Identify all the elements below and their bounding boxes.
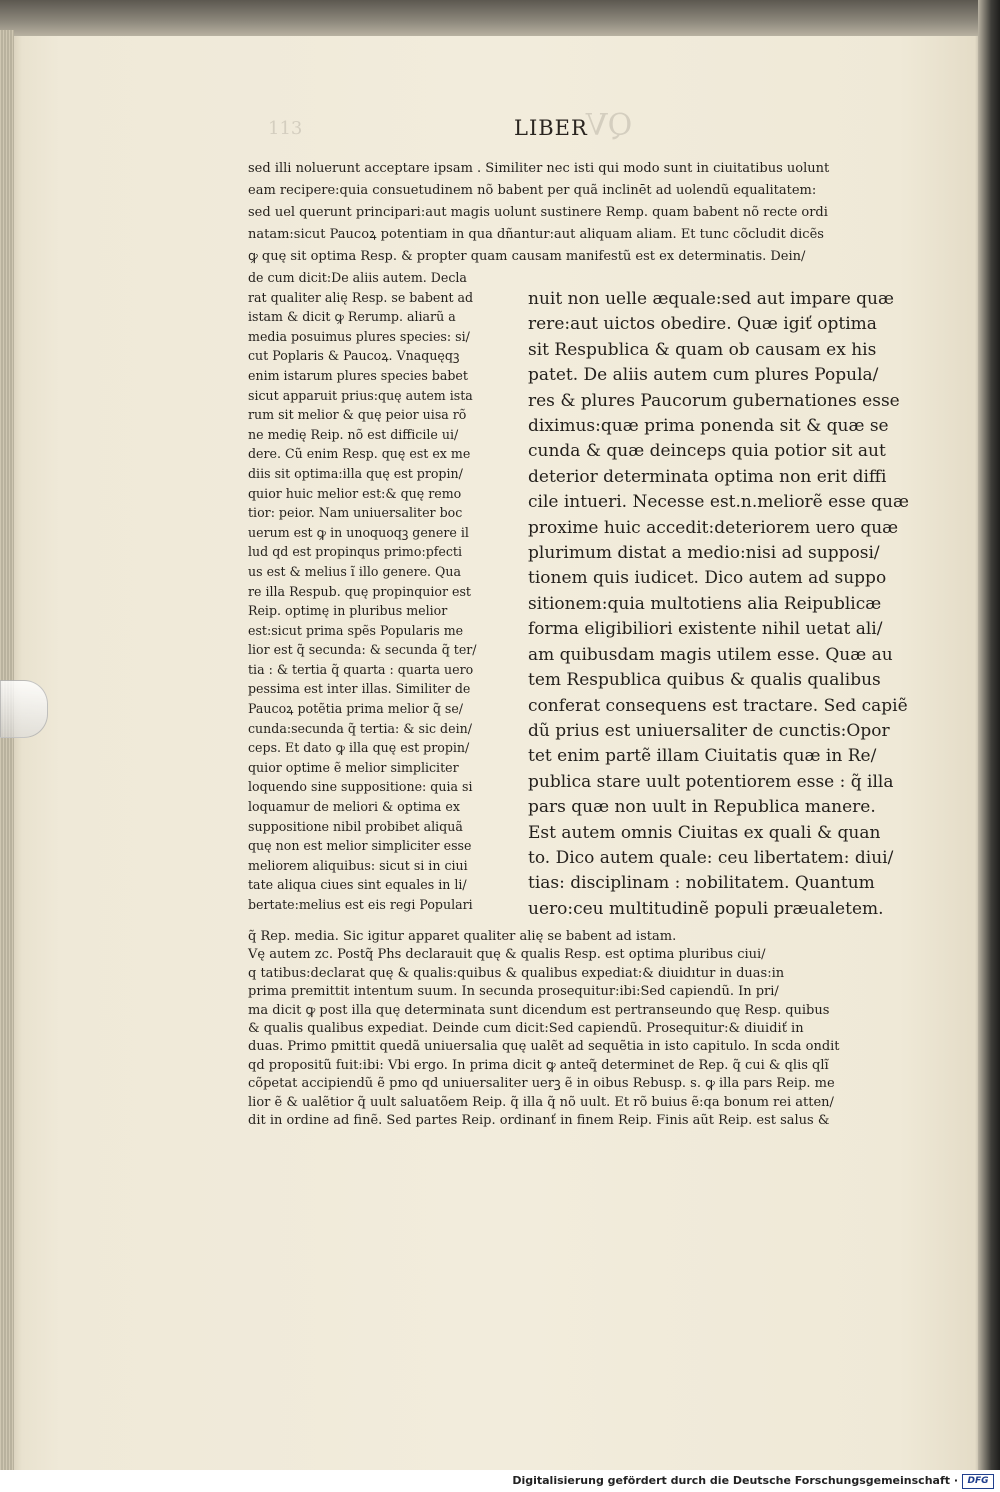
text-line: sed uel querunt principari:aut magis uolunt sustinere Remp. quam babent nõ recte ordi — [248, 205, 828, 220]
commentary-line: tate aliqua ciues sint equales in li/ — [248, 877, 467, 893]
commentary-line: pessima est inter illas. Similiter de — [248, 681, 471, 697]
text-line: sit Respublica & quam ob causam ex his — [528, 339, 877, 360]
commentary-line: Vę autem zc. Postq̃ Phs declarauit quę & qualis Resp. est optima pluribus ciui/ — [248, 947, 766, 963]
commentary-line: tior: peior. Nam uniuersaliter boc — [248, 505, 463, 521]
text-line: eam recipere:quia consuetudinem nõ babent per quã inclinēt ad uolendũ equalitatem: — [248, 183, 817, 198]
commentary-line: qd propositũ fuit:ibi: Vbi ergo. In prima dicit ꝙ anteq̃ determinet de Rep. q̃ cui & qlis qlĩ — [248, 1057, 829, 1073]
commentary-line: suppositione nibil probibet aliquã — [248, 818, 463, 834]
text-line: publica stare uult potentiorem esse : q̃ illa — [528, 771, 894, 792]
commentary-line: est:sicut prima spẽs Popularis me — [248, 622, 464, 638]
book-right-edge — [978, 0, 1000, 1470]
commentary-line: lior est q̃ secunda: & secunda q̃ ter/ — [248, 642, 477, 658]
commentary-line: dere. Cũ enim Resp. quę est ex me — [248, 446, 471, 462]
text-line: uero:ceu multitudinẽ populi præualetem. — [528, 898, 884, 919]
text-line: am quibusdam magis utilem esse. Quæ au — [528, 644, 893, 665]
text-line: natam:sicut Paucoꝝ potentiam in qua dñantur:aut aliquam aliam. Et tunc cõcludit dicẽs — [248, 227, 824, 242]
commentary-line: duas. Primo pmittit quedã uniuersalia quę ualẽt ad sequẽtia in isto capitulo. In scda ondit — [248, 1039, 840, 1055]
commentary-line: q tatibus:declarat quę & qualis:quibus & qualibus expediat:& diuidıtur in duas:in — [248, 965, 785, 981]
commentary-line: Paucoꝝ potẽtia prima melior q̃ se/ — [248, 701, 464, 717]
commentary-line: re illa Respub. quę propinquior est — [248, 583, 471, 599]
text-line: cile intueri. Necesse est.n.meliorẽ esse quæ — [528, 492, 909, 513]
ghost-page-number: 113 — [268, 118, 303, 139]
running-title: LIBER — [514, 116, 588, 140]
commentary-line: bertate:melius est eis regi Populari — [248, 897, 473, 912]
text-line: proxime huic accedit:deteriorem uero quæ — [528, 517, 899, 538]
commentary-line: cõpetat accipiendũ ẽ pmo qd uniuersaliter uerꝫ ẽ in oibus Rebusp. s. ꝙ illa pars Reip. me — [248, 1076, 835, 1092]
text-line: pars quæ non uult in Republica manere. — [528, 797, 876, 818]
commentary-line: quior huic melior est:& quę remo — [248, 485, 462, 501]
commentary-line: de cum dicit:De aliis autem. Decla — [248, 270, 467, 285]
commentary-line: Reip. optimę in pluribus melior — [248, 603, 448, 619]
text-line: tem Respublica quibus & qualis qualibus — [528, 670, 881, 691]
main-text-column — [528, 287, 909, 922]
commentary-line: quę non est melior simpliciter esse — [248, 838, 472, 854]
text-line: Est autem omnis Ciuitas ex quali & quan — [528, 822, 881, 843]
commentary-line: diis sit optima:illa quę est propin/ — [248, 465, 463, 481]
commentary-line: dit in ordine ad finẽ. Sed partes Reip. ordinanť in finem Reip. Finis aũt Reip. est salus & — [248, 1113, 830, 1129]
text-line: cunda & quæ deinceps quia potior sit aut — [528, 441, 886, 462]
bottom-commentary — [248, 928, 840, 1130]
text-line: ꝙ quę sit optima Resp. & propter quam causam manifestũ est ex determinatis. Dein/ — [248, 249, 806, 264]
text-line: patet. De aliis autem cum plures Popula/ — [528, 365, 879, 386]
commentary-line: istam & dicit ꝙ Rerump. aliarũ a — [248, 309, 456, 325]
commentary-column — [248, 268, 477, 915]
commentary-line: cunda:secunda q̃ tertia: & sic dein/ — [248, 720, 472, 736]
text-line: nuit non uelle æquale:sed aut impare quæ — [528, 289, 894, 309]
commentary-line: uerum est ꝙ in unoquoqꝫ genere il — [248, 524, 469, 540]
page-stack-edge — [0, 30, 14, 1470]
commentary-line: ne medię Reip. nõ est difficile ui/ — [248, 426, 459, 442]
text-line: sitionem:quia multotiens alia Reipublicæ — [528, 593, 882, 614]
ghost-bleed-word: QV — [586, 108, 633, 143]
text-line: res & plures Paucorum gubernationes esse — [528, 390, 900, 411]
book-top-edge — [0, 0, 1000, 36]
commentary-line: ceps. Et dato ꝙ illa quę est propin/ — [248, 740, 470, 756]
commentary-line: loquendo sine suppositione: quia si — [248, 779, 473, 795]
text-line: to. Dico autem quale: ceu libertatem: diui/ — [528, 847, 894, 868]
thumb-mark — [0, 680, 48, 738]
commentary-line: enim istarum plures species babet — [248, 367, 468, 383]
text-line: dũ prius est uniuersaliter de cunctis:Opor — [528, 720, 890, 741]
text-line: conferat consequens est tractare. Sed capiẽ — [528, 695, 908, 716]
commentary-line: ma dicit ꝙ post illa quę determinata sunt dicendum est pertranseundo quę Resp. quibus — [248, 1002, 830, 1018]
text-line: deterior determinata optima non erit diffi — [528, 466, 887, 487]
text-line: plurimum distat a medio:nisi ad supposi/ — [528, 543, 880, 564]
commentary-line: meliorem aliquibus: sicut si in ciui — [248, 857, 468, 873]
funding-credit: Digitalisierung gefördert durch die Deutsche Forschungsgemeinschaft · — [512, 1474, 958, 1487]
commentary-line: loquamur de meliori & optima ex — [248, 799, 460, 815]
commentary-line: us est & melius ĩ illo genere. Qua — [248, 563, 461, 579]
commentary-line: cut Poplaris & Paucoꝝ. Vnaquęqꝫ — [248, 348, 460, 364]
commentary-line: sicut apparuit prius:quę autem ista — [248, 387, 473, 403]
commentary-line: q̃ Rep. media. Sic igitur apparet qualiter alię se babent ad istam. — [248, 929, 677, 944]
text-line: tias: disciplinam : nobilitatem. Quantum — [528, 873, 875, 894]
commentary-line: lior ẽ & ualẽtior q̃ uult saluatõem Reip. q̃ illa q̃ nõ uult. Et rõ buius ẽ:qa bonum rei atten/ — [248, 1094, 834, 1110]
text-line: rere:aut uictos obedire. Quæ igiť optima — [528, 314, 877, 335]
commentary-line: media posuimus plures species: si/ — [248, 328, 470, 344]
commentary-line: prima premittit intentum suum. In secunda prosequitur:ibi:Sed capiendũ. In pri/ — [248, 984, 779, 1000]
text-line: tionem quis iudicet. Dico autem ad suppo — [528, 568, 887, 589]
text-line: tet enim partẽ illam Ciuitatis quæ in Re/ — [528, 746, 877, 767]
text-line: forma eligibiliori existente nihil uetat ali/ — [528, 619, 883, 640]
dfg-logo: DFG — [962, 1474, 994, 1489]
commentary-line: & qualis qualibus expediat. Deinde cum dicit:Sed capiendũ. Prosequitur:& diuidiť in — [248, 1021, 804, 1037]
commentary-line: rat qualiter alię Resp. se babent ad — [248, 289, 474, 305]
text-line: sed illi noluerunt acceptare ipsam . Similiter nec isti qui modo sunt in ciuitatibus uolunt — [248, 161, 830, 176]
commentary-line: lud qd est propinqus primo:pfecti — [248, 544, 463, 560]
commentary-line: quior optime ẽ melior simpliciter — [248, 759, 459, 775]
commentary-line: rum sit melior & quę peior uisa rõ — [248, 407, 467, 423]
commentary-line: tia : & tertia q̃ quarta : quarta uero — [248, 661, 474, 677]
text-line: diximus:quæ prima ponenda sit & quæ se — [528, 416, 889, 437]
full-width-text — [248, 158, 898, 268]
